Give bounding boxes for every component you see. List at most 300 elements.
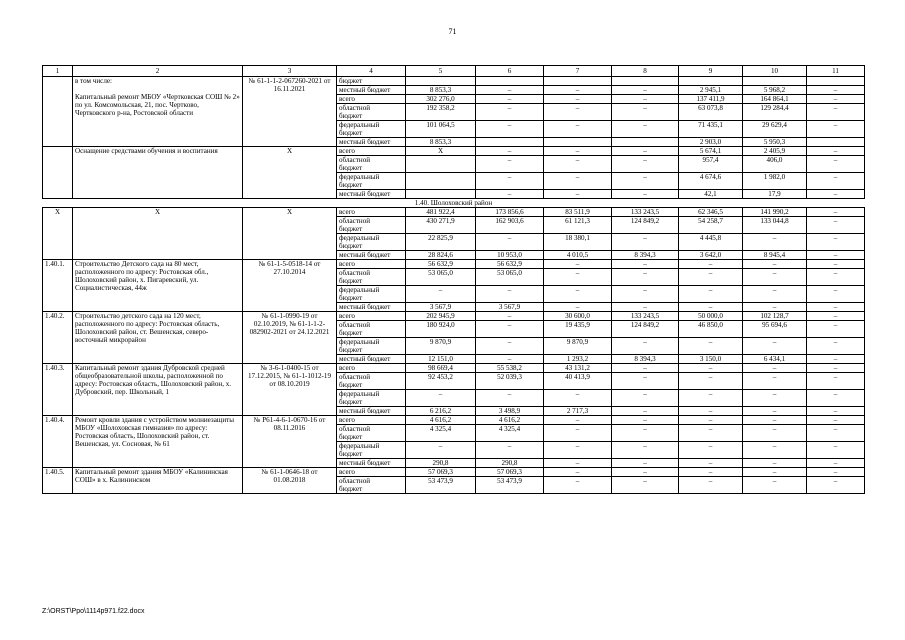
- value-cell: –: [612, 303, 679, 312]
- budget-type-label: областной: [339, 104, 371, 112]
- value-cell: –: [612, 468, 679, 477]
- value-cell: –: [544, 286, 612, 303]
- budget-type-label: бюджет: [339, 77, 363, 85]
- value-cell: –: [544, 173, 612, 190]
- value-cell: –: [807, 217, 865, 234]
- value-cell: Х: [406, 147, 476, 156]
- value-cell: 481 922,4: [406, 208, 476, 217]
- value-cell: –: [476, 390, 544, 407]
- value-cell: –: [807, 190, 865, 199]
- budget-type-cell: [337, 77, 406, 86]
- budget-type-label: местный бюджет: [339, 459, 391, 467]
- value-cell: –: [807, 321, 865, 338]
- value-cell: –: [544, 86, 612, 95]
- budget-type-cell: [337, 477, 406, 494]
- budget-type-label: областной: [339, 425, 371, 433]
- value-cell: –: [544, 425, 612, 442]
- budget-type-label: бюджет: [339, 433, 363, 441]
- value-cell: 29 629,4: [743, 121, 807, 138]
- header-cell: 1: [43, 66, 73, 77]
- budget-type-cell: [337, 104, 406, 121]
- value-cell: –: [476, 104, 544, 121]
- value-cell: –: [679, 459, 743, 468]
- value-cell: 50 000,0: [679, 312, 743, 321]
- value-cell: –: [476, 121, 544, 138]
- value-cell: 124 849,2: [612, 321, 679, 338]
- value-cell: 133 243,5: [612, 312, 679, 321]
- budget-type-label: местный бюджет: [339, 251, 391, 259]
- value-cell: –: [476, 338, 544, 355]
- value-cell: 9 870,9: [406, 338, 476, 355]
- value-cell: –: [807, 269, 865, 286]
- table-row: [43, 147, 865, 156]
- value-cell: –: [612, 156, 679, 173]
- header-cell: 10: [743, 66, 807, 77]
- value-cell: –: [743, 459, 807, 468]
- value-cell: –: [544, 260, 612, 269]
- section-title-row: [43, 199, 865, 208]
- budget-type-cell: [337, 364, 406, 373]
- budget-type-cell: [337, 208, 406, 217]
- budget-type-label: бюджет: [339, 277, 363, 285]
- document-cell: Х: [243, 147, 337, 199]
- document-cell: № 61-1-0990-19 от 02.10.2019, № 61-1-1-2-082902-2021 от 24.12.2021: [243, 312, 337, 364]
- value-cell: –: [807, 390, 865, 407]
- header-cell: 11: [807, 66, 865, 77]
- value-cell: –: [612, 260, 679, 269]
- document-cell: № Р61-4-6-1-0670-16 от 08.11.2016: [243, 416, 337, 468]
- page-number: 71: [448, 27, 457, 36]
- value-cell: 3 642,0: [679, 251, 743, 260]
- table-row: [43, 312, 865, 321]
- value-cell: –: [743, 373, 807, 390]
- budget-type-label: всего: [339, 147, 355, 155]
- budget-type-label: всего: [339, 364, 355, 372]
- budget-type-cell: [337, 286, 406, 303]
- value-cell: 30 600,0: [544, 312, 612, 321]
- budget-type-label: всего: [339, 208, 355, 216]
- item-number-cell: [43, 147, 73, 199]
- value-cell: –: [544, 468, 612, 477]
- header-cell: 9: [679, 66, 743, 77]
- value-cell: 3 567,9: [476, 303, 544, 312]
- value-cell: –: [612, 234, 679, 251]
- table-row: [43, 260, 865, 269]
- value-cell: [476, 138, 544, 147]
- budget-type-cell: [337, 442, 406, 459]
- value-cell: –: [807, 251, 865, 260]
- value-cell: –: [612, 442, 679, 459]
- budget-type-label: федеральный: [339, 234, 380, 242]
- budget-type-label: бюджет: [339, 398, 363, 406]
- value-cell: –: [679, 416, 743, 425]
- object-name-cell: Капитальный ремонт здания Дубровской средней общеобразовательной школы, расположенной по адресу: Ростовская область, Шолоховский район, х. Дубровский, пер. Школьный, 1: [73, 364, 243, 416]
- budget-type-label: местный бюджет: [339, 407, 391, 415]
- value-cell: –: [807, 260, 865, 269]
- value-cell: –: [807, 95, 865, 104]
- value-cell: 3 567,9: [406, 303, 476, 312]
- header-cell: 8: [612, 66, 679, 77]
- budget-type-cell: [337, 260, 406, 269]
- budget-type-label: бюджет: [339, 129, 363, 137]
- value-cell: –: [743, 303, 807, 312]
- value-cell: –: [743, 425, 807, 442]
- value-cell: –: [476, 442, 544, 459]
- value-cell: 102 128,7: [743, 312, 807, 321]
- budget-type-label: всего: [339, 416, 355, 424]
- value-cell: –: [612, 147, 679, 156]
- subtotal-caption: в том числе:: [75, 77, 112, 85]
- value-cell: 54 258,7: [679, 217, 743, 234]
- value-cell: 22 825,9: [406, 234, 476, 251]
- table-row: [43, 77, 865, 86]
- value-cell: 9 870,9: [544, 338, 612, 355]
- value-cell: –: [807, 459, 865, 468]
- value-cell: –: [476, 312, 544, 321]
- value-cell: –: [807, 338, 865, 355]
- budget-type-label: бюджет: [339, 112, 363, 120]
- value-cell: –: [743, 416, 807, 425]
- object-name-cell: Строительство детского сада на 120 мест, расположенного по адресу: Ростовская область, Шолоховский район, ст. Вешенская, северо-восточный микрорайон: [73, 312, 243, 364]
- value-cell: 17,9: [743, 190, 807, 199]
- value-cell: –: [544, 269, 612, 286]
- value-cell: –: [807, 286, 865, 303]
- value-cell: 180 924,0: [406, 321, 476, 338]
- value-cell: [406, 173, 476, 190]
- value-cell: –: [743, 260, 807, 269]
- budget-type-cell: [337, 173, 406, 190]
- table-row: [43, 364, 865, 373]
- value-cell: 5 674,1: [679, 147, 743, 156]
- value-cell: 173 856,6: [476, 208, 544, 217]
- budget-type-label: местный бюджет: [339, 86, 391, 94]
- budget-type-cell: [337, 303, 406, 312]
- value-cell: 4 616,2: [406, 416, 476, 425]
- value-cell: 4 616,2: [476, 416, 544, 425]
- value-cell: –: [743, 286, 807, 303]
- value-cell: –: [476, 147, 544, 156]
- budget-type-cell: [337, 373, 406, 390]
- budget-type-cell: [337, 416, 406, 425]
- item-number-cell: 1.40.2.: [43, 312, 73, 364]
- budget-type-label: бюджет: [339, 164, 363, 172]
- value-cell: –: [476, 321, 544, 338]
- value-cell: –: [476, 234, 544, 251]
- value-cell: 53 473,9: [476, 477, 544, 494]
- value-cell: –: [743, 407, 807, 416]
- value-cell: –: [476, 86, 544, 95]
- value-cell: –: [679, 477, 743, 494]
- value-cell: –: [743, 390, 807, 407]
- value-cell: 124 849,2: [612, 217, 679, 234]
- value-cell: 52 039,3: [476, 373, 544, 390]
- value-cell: 19 435,9: [544, 321, 612, 338]
- header-row: [43, 66, 865, 77]
- value-cell: 290,8: [406, 459, 476, 468]
- value-cell: –: [679, 390, 743, 407]
- value-cell: –: [612, 459, 679, 468]
- value-cell: –: [612, 286, 679, 303]
- value-cell: 8 853,3: [406, 86, 476, 95]
- object-name: Капитальный ремонт МБОУ «Чертковская СОШ № 2» по ул. Комсомольская, 21, пос. Чертково, Чертковского р-на, Ростовской области: [75, 93, 240, 117]
- value-cell: –: [612, 416, 679, 425]
- value-cell: –: [807, 442, 865, 459]
- value-cell: 53 065,0: [406, 269, 476, 286]
- value-cell: 83 511,9: [544, 208, 612, 217]
- value-cell: –: [679, 442, 743, 459]
- budget-type-cell: [337, 390, 406, 407]
- value-cell: [612, 138, 679, 147]
- value-cell: 2 903,0: [679, 138, 743, 147]
- item-number-cell: 1.40.5.: [43, 468, 73, 494]
- object-name-cell: Строительство Детского сада на 80 мест, расположенного по адресу: Ростовская обл., Шолоховский район, х. Пигаревский, ул. Социалистическая, 44ж: [73, 260, 243, 312]
- header-cell: 3: [243, 66, 337, 77]
- value-cell: –: [544, 459, 612, 468]
- value-cell: [743, 77, 807, 86]
- budget-type-cell: [337, 355, 406, 364]
- budget-type-cell: [337, 468, 406, 477]
- value-cell: –: [612, 338, 679, 355]
- value-cell: –: [743, 234, 807, 251]
- budget-type-label: всего: [339, 95, 355, 103]
- header-cell: 4: [337, 66, 406, 77]
- budget-type-cell: [337, 156, 406, 173]
- value-cell: –: [476, 173, 544, 190]
- budget-type-cell: [337, 269, 406, 286]
- value-cell: –: [743, 364, 807, 373]
- value-cell: 55 538,2: [476, 364, 544, 373]
- item-number-cell: 1.40.3.: [43, 364, 73, 416]
- value-cell: 957,4: [679, 156, 743, 173]
- object-name-cell: Ремонт кровли здания с устройством молниезащиты МБОУ «Шолоховская гимназия» по адресу: Ростовская область, Шолоховский район, ст. Вешенская, ул. Сосновая, № 61: [73, 416, 243, 468]
- value-cell: 95 694,6: [743, 321, 807, 338]
- value-cell: 2 405,9: [743, 147, 807, 156]
- value-cell: –: [807, 234, 865, 251]
- value-cell: [679, 77, 743, 86]
- budget-type-cell: [337, 121, 406, 138]
- value-cell: –: [544, 303, 612, 312]
- budget-type-label: местный бюджет: [339, 138, 391, 146]
- value-cell: 202 945,9: [406, 312, 476, 321]
- value-cell: [406, 156, 476, 173]
- budget-type-cell: [337, 86, 406, 95]
- budget-type-label: бюджет: [339, 181, 363, 189]
- table-body: [43, 66, 865, 494]
- value-cell: 53 473,9: [406, 477, 476, 494]
- value-cell: –: [544, 121, 612, 138]
- value-cell: [544, 77, 612, 86]
- value-cell: 43 131,2: [544, 364, 612, 373]
- budget-type-cell: [337, 147, 406, 156]
- budget-type-cell: [337, 217, 406, 234]
- value-cell: 2 945,1: [679, 86, 743, 95]
- value-cell: –: [807, 477, 865, 494]
- object-name-cell: Капитальный ремонт здания МБОУ «Калининская СОШ» в х. Калининском: [73, 468, 243, 494]
- budget-type-label: бюджет: [339, 346, 363, 354]
- budget-type-label: бюджет: [339, 294, 363, 302]
- budget-type-label: федеральный: [339, 173, 380, 181]
- value-cell: –: [807, 303, 865, 312]
- value-cell: 57 069,3: [476, 468, 544, 477]
- value-cell: 3 498,9: [476, 407, 544, 416]
- value-cell: 5 950,3: [743, 138, 807, 147]
- value-cell: –: [807, 407, 865, 416]
- budget-type-label: местный бюджет: [339, 190, 391, 198]
- document-cell: № 61-1-1-2-067260-2021 от 16.11.2021: [243, 77, 337, 147]
- value-cell: –: [679, 407, 743, 416]
- value-cell: 18 380,1: [544, 234, 612, 251]
- header-cell: 6: [476, 66, 544, 77]
- value-cell: 3 150,0: [679, 355, 743, 364]
- value-cell: –: [743, 468, 807, 477]
- value-cell: –: [679, 260, 743, 269]
- value-cell: –: [544, 416, 612, 425]
- budget-type-cell: [337, 407, 406, 416]
- value-cell: [406, 77, 476, 86]
- value-cell: 62 346,5: [679, 208, 743, 217]
- value-cell: 12 151,0: [406, 355, 476, 364]
- header-cell: 7: [544, 66, 612, 77]
- value-cell: –: [612, 407, 679, 416]
- section-title: 1.40. Шолоховский район: [414, 199, 493, 207]
- value-cell: 63 073,8: [679, 104, 743, 121]
- value-cell: –: [544, 190, 612, 199]
- table-row: [43, 468, 865, 477]
- value-cell: –: [679, 468, 743, 477]
- value-cell: –: [807, 121, 865, 138]
- budget-type-label: местный бюджет: [339, 303, 391, 311]
- budget-type-cell: [337, 251, 406, 260]
- value-cell: 6 434,1: [743, 355, 807, 364]
- value-cell: 137 411,9: [679, 95, 743, 104]
- value-cell: [476, 77, 544, 86]
- value-cell: –: [807, 416, 865, 425]
- value-cell: 6 216,2: [406, 407, 476, 416]
- value-cell: 164 864,1: [743, 95, 807, 104]
- value-cell: –: [612, 269, 679, 286]
- value-cell: 430 271,9: [406, 217, 476, 234]
- value-cell: –: [612, 364, 679, 373]
- value-cell: 56 632,9: [476, 260, 544, 269]
- budget-type-label: федеральный: [339, 121, 380, 129]
- budget-type-label: всего: [339, 468, 355, 476]
- value-cell: –: [612, 86, 679, 95]
- value-cell: 133 243,5: [612, 208, 679, 217]
- file-path-footer: Z:\ORST\Ppo\1114p971.f22.docx: [42, 608, 145, 615]
- value-cell: 162 903,6: [476, 217, 544, 234]
- value-cell: 141 990,2: [743, 208, 807, 217]
- value-cell: 5 968,2: [743, 86, 807, 95]
- value-cell: –: [476, 95, 544, 104]
- table-row: [43, 416, 865, 425]
- value-cell: –: [406, 390, 476, 407]
- budget-type-label: областной: [339, 477, 371, 485]
- value-cell: –: [612, 104, 679, 121]
- budget-type-cell: [337, 459, 406, 468]
- value-cell: –: [544, 390, 612, 407]
- value-cell: –: [476, 355, 544, 364]
- item-number-cell: 1.40.1.: [43, 260, 73, 312]
- value-cell: –: [544, 147, 612, 156]
- value-cell: 28 824,6: [406, 251, 476, 260]
- value-cell: 4 010,5: [544, 251, 612, 260]
- value-cell: –: [807, 468, 865, 477]
- object-name-cell: Оснащение средствами обучения и воспитания: [73, 147, 243, 199]
- value-cell: –: [807, 355, 865, 364]
- value-cell: –: [807, 173, 865, 190]
- budget-type-cell: [337, 338, 406, 355]
- value-cell: –: [807, 156, 865, 173]
- value-cell: –: [612, 373, 679, 390]
- budget-type-label: бюджет: [339, 329, 363, 337]
- value-cell: –: [544, 95, 612, 104]
- value-cell: 40 413,9: [544, 373, 612, 390]
- budget-type-label: бюджет: [339, 381, 363, 389]
- value-cell: –: [679, 364, 743, 373]
- value-cell: 46 850,0: [679, 321, 743, 338]
- value-cell: –: [679, 338, 743, 355]
- budget-type-label: областной: [339, 156, 371, 164]
- value-cell: 4 325,4: [476, 425, 544, 442]
- value-cell: –: [544, 442, 612, 459]
- value-cell: –: [612, 173, 679, 190]
- value-cell: 92 453,2: [406, 373, 476, 390]
- value-cell: 1 982,0: [743, 173, 807, 190]
- document-cell: № 3-6-1-0400-15 от 17.12.2015, № 61-1-1012-19 от 08.10.2019: [243, 364, 337, 416]
- value-cell: –: [612, 95, 679, 104]
- value-cell: [807, 77, 865, 86]
- value-cell: –: [612, 425, 679, 442]
- budget-type-label: федеральный: [339, 390, 380, 398]
- value-cell: –: [679, 286, 743, 303]
- value-cell: –: [406, 442, 476, 459]
- value-cell: –: [612, 190, 679, 199]
- value-cell: 1 293,2: [544, 355, 612, 364]
- value-cell: –: [743, 338, 807, 355]
- value-cell: –: [743, 442, 807, 459]
- budget-type-cell: [337, 234, 406, 251]
- value-cell: 61 121,3: [544, 217, 612, 234]
- budget-type-label: областной: [339, 373, 371, 381]
- value-cell: [544, 138, 612, 147]
- value-cell: 56 632,9: [406, 260, 476, 269]
- value-cell: 4 325,4: [406, 425, 476, 442]
- value-cell: –: [406, 286, 476, 303]
- value-cell: 406,0: [743, 156, 807, 173]
- value-cell: –: [544, 156, 612, 173]
- document-cell: Х: [243, 208, 337, 260]
- value-cell: –: [544, 104, 612, 121]
- item-number-cell: [43, 77, 73, 147]
- budget-type-cell: [337, 190, 406, 199]
- value-cell: 302 276,0: [406, 95, 476, 104]
- value-cell: [406, 190, 476, 199]
- budget-type-label: областной: [339, 321, 371, 329]
- value-cell: 8 394,3: [612, 355, 679, 364]
- budget-type-label: областной: [339, 269, 371, 277]
- value-cell: –: [807, 373, 865, 390]
- budget-type-label: местный бюджет: [339, 355, 391, 363]
- value-cell: –: [679, 425, 743, 442]
- value-cell: 290,8: [476, 459, 544, 468]
- value-cell: –: [476, 286, 544, 303]
- document-cell: № 61-1-5-0518-14 от 27.10.2014: [243, 260, 337, 312]
- object-name-cell: [73, 77, 243, 147]
- value-cell: –: [679, 303, 743, 312]
- value-cell: 192 358,2: [406, 104, 476, 121]
- budget-type-label: всего: [339, 312, 355, 320]
- budget-type-label: бюджет: [339, 450, 363, 458]
